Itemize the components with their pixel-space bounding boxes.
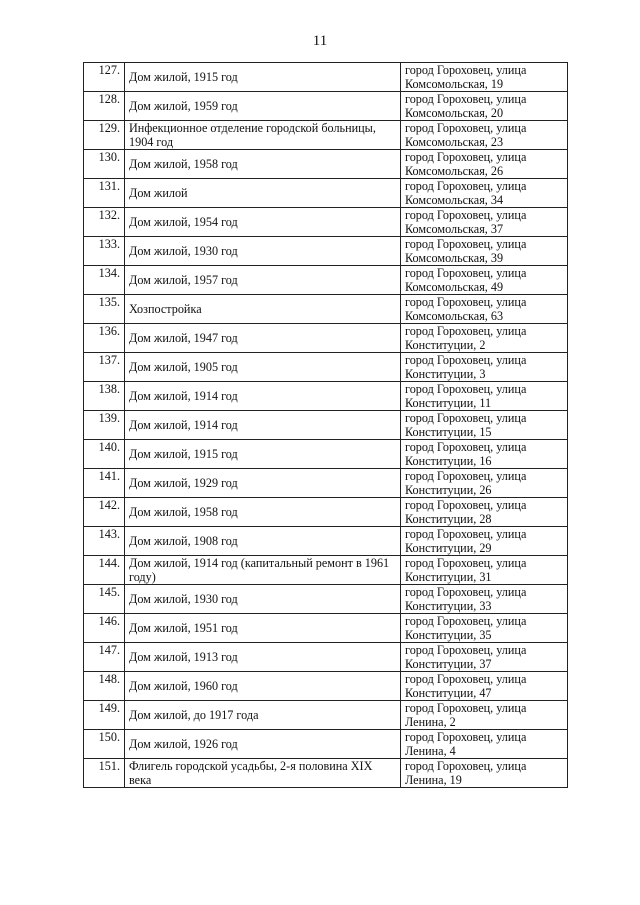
table-row [84, 295, 568, 324]
row-number: 143. [84, 527, 125, 556]
object-description: Дом жилой, 1947 год [125, 324, 401, 353]
table-row [84, 92, 568, 121]
table-row [84, 701, 568, 730]
table-row [84, 63, 568, 92]
heritage-registry-table [83, 62, 568, 788]
row-number: 135. [84, 295, 125, 324]
table-row [84, 527, 568, 556]
row-number: 144. [84, 556, 125, 585]
row-number: 151. [84, 759, 125, 788]
row-number: 138. [84, 382, 125, 411]
registry-table-body [84, 63, 568, 788]
object-description: Дом жилой, 1958 год [125, 150, 401, 179]
object-address: город Гороховец, улица Ленина, 2 [401, 701, 568, 730]
object-address: город Гороховец, улица Комсомольская, 63 [401, 295, 568, 324]
table-row [84, 382, 568, 411]
object-address: город Гороховец, улица Комсомольская, 34 [401, 179, 568, 208]
object-address: город Гороховец, улица Конституции, 35 [401, 614, 568, 643]
table-row [84, 469, 568, 498]
object-description: Дом жилой, 1908 год [125, 527, 401, 556]
object-description: Дом жилой, 1929 год [125, 469, 401, 498]
object-description: Флигель городской усадьбы, 2-я половина XIX века [125, 759, 401, 788]
table-row [84, 208, 568, 237]
object-address: город Гороховец, улица Конституции, 15 [401, 411, 568, 440]
object-description: Дом жилой, 1930 год [125, 585, 401, 614]
object-address: город Гороховец, улица Конституции, 16 [401, 440, 568, 469]
row-number: 147. [84, 643, 125, 672]
object-address: город Гороховец, улица Конституции, 47 [401, 672, 568, 701]
object-description: Хозпостройка [125, 295, 401, 324]
object-address: город Гороховец, улица Конституции, 11 [401, 382, 568, 411]
object-description: Дом жилой [125, 179, 401, 208]
row-number: 127. [84, 63, 125, 92]
row-number: 129. [84, 121, 125, 150]
row-number: 133. [84, 237, 125, 266]
table-row [84, 498, 568, 527]
object-description: Дом жилой, до 1917 года [125, 701, 401, 730]
table-row [84, 324, 568, 353]
object-description: Дом жилой, 1915 год [125, 440, 401, 469]
row-number: 134. [84, 266, 125, 295]
object-address: город Гороховец, улица Конституции, 26 [401, 469, 568, 498]
table-row [84, 121, 568, 150]
object-description: Дом жилой, 1960 год [125, 672, 401, 701]
table-row [84, 353, 568, 382]
row-number: 139. [84, 411, 125, 440]
table-row [84, 411, 568, 440]
object-address: город Гороховец, улица Конституции, 37 [401, 643, 568, 672]
row-number: 142. [84, 498, 125, 527]
table-row [84, 614, 568, 643]
object-address: город Гороховец, улица Конституции, 33 [401, 585, 568, 614]
object-address: город Гороховец, улица Комсомольская, 49 [401, 266, 568, 295]
table-row [84, 643, 568, 672]
table-row [84, 672, 568, 701]
table-row [84, 179, 568, 208]
object-description: Дом жилой, 1914 год (капитальный ремонт в 1961 году) [125, 556, 401, 585]
table-row [84, 440, 568, 469]
object-address: город Гороховец, улица Комсомольская, 20 [401, 92, 568, 121]
table-row [84, 237, 568, 266]
row-number: 141. [84, 469, 125, 498]
table-row [84, 730, 568, 759]
row-number: 137. [84, 353, 125, 382]
object-address: город Гороховец, улица Конституции, 3 [401, 353, 568, 382]
object-description: Дом жилой, 1905 год [125, 353, 401, 382]
page-number: 11 [312, 33, 328, 49]
row-number: 132. [84, 208, 125, 237]
table-row [84, 556, 568, 585]
table-row [84, 759, 568, 788]
object-description: Дом жилой, 1926 год [125, 730, 401, 759]
object-description: Дом жилой, 1913 год [125, 643, 401, 672]
row-number: 136. [84, 324, 125, 353]
object-description: Дом жилой, 1958 год [125, 498, 401, 527]
row-number: 146. [84, 614, 125, 643]
row-number: 145. [84, 585, 125, 614]
row-number: 140. [84, 440, 125, 469]
object-address: город Гороховец, улица Конституции, 28 [401, 498, 568, 527]
row-number: 148. [84, 672, 125, 701]
object-address: город Гороховец, улица Комсомольская, 19 [401, 63, 568, 92]
object-address: город Гороховец, улица Комсомольская, 23 [401, 121, 568, 150]
object-description: Дом жилой, 1959 год [125, 92, 401, 121]
row-number: 150. [84, 730, 125, 759]
object-description: Дом жилой, 1914 год [125, 382, 401, 411]
object-description: Дом жилой, 1951 год [125, 614, 401, 643]
table-row [84, 150, 568, 179]
table-row [84, 585, 568, 614]
object-address: город Гороховец, улица Ленина, 4 [401, 730, 568, 759]
object-description: Дом жилой, 1930 год [125, 237, 401, 266]
row-number: 131. [84, 179, 125, 208]
object-address: город Гороховец, улица Комсомольская, 37 [401, 208, 568, 237]
object-description: Дом жилой, 1954 год [125, 208, 401, 237]
row-number: 128. [84, 92, 125, 121]
row-number: 130. [84, 150, 125, 179]
object-description: Дом жилой, 1957 год [125, 266, 401, 295]
object-address: город Гороховец, улица Комсомольская, 26 [401, 150, 568, 179]
object-address: город Гороховец, улица Конституции, 29 [401, 527, 568, 556]
object-address: город Гороховец, улица Ленина, 19 [401, 759, 568, 788]
object-address: город Гороховец, улица Комсомольская, 39 [401, 237, 568, 266]
object-description: Дом жилой, 1915 год [125, 63, 401, 92]
object-address: город Гороховец, улица Конституции, 2 [401, 324, 568, 353]
object-address: город Гороховец, улица Конституции, 31 [401, 556, 568, 585]
object-description: Инфекционное отделение городской больницы, 1904 год [125, 121, 401, 150]
row-number: 149. [84, 701, 125, 730]
object-description: Дом жилой, 1914 год [125, 411, 401, 440]
table-row [84, 266, 568, 295]
